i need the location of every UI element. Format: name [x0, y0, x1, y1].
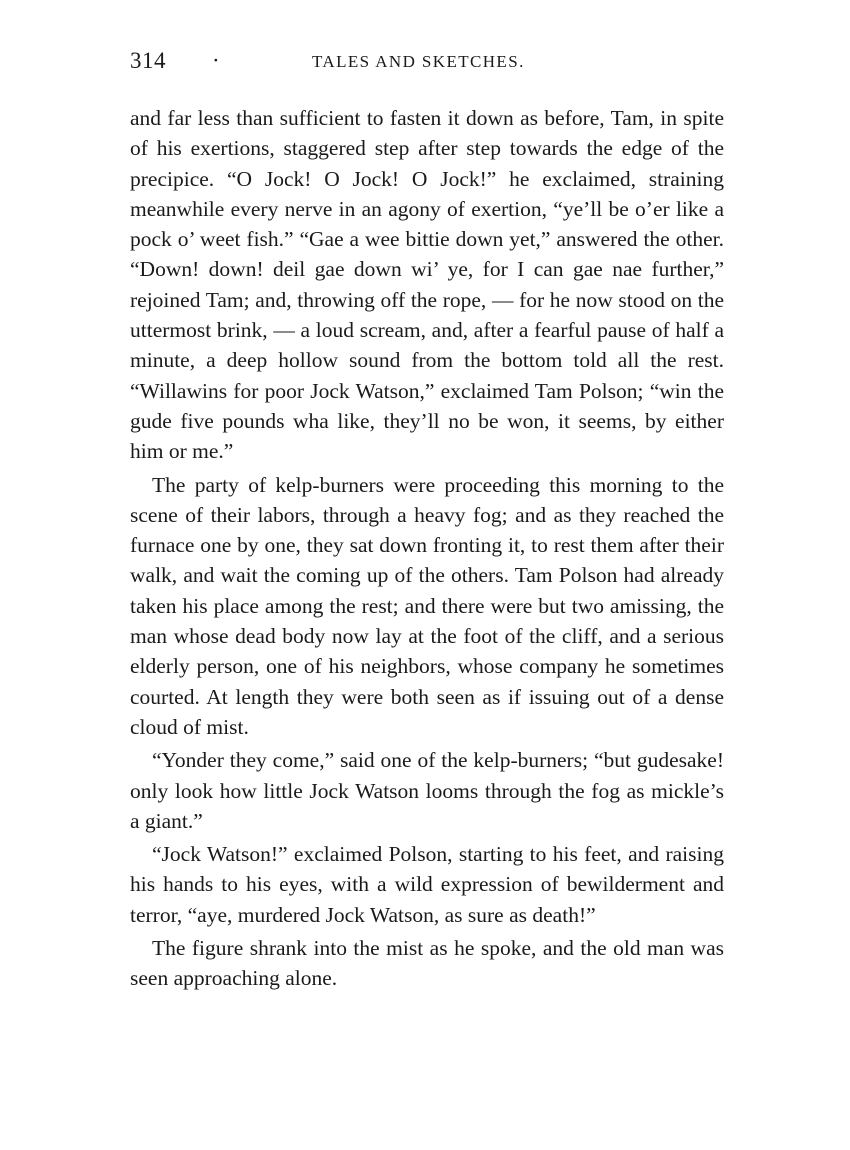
paragraph: “Yonder they come,” said one of the kelp-burners; “but gudesake! only look how little Jock Watson looms through the fog as mickle’s a giant.”	[130, 748, 724, 833]
body-text	[130, 103, 724, 994]
paragraph: The party of kelp-burners were proceeding this morning to the scene of their labors, through a heavy fog; and as they reached the furnace one by one, they sat down fronting it, to rest them after their walk, and wait the coming up of the others. Tam Polson had already taken his place among the rest; and there were but two amissing, the man whose dead body now lay at the foot of the cliff, and a serious elderly person, one of his neighbors, whose company he sometimes courted. At length they were both seen as if issuing out of a dense cloud of mist.	[130, 472, 724, 739]
running-title: TALES AND SKETCHES.	[312, 52, 525, 71]
page-number: 314	[130, 48, 166, 73]
paragraph: “Jock Watson!” exclaimed Polson, starting to his feet, and raising his hands to his eyes, with a wild expression of bewilderment and terror, “aye, murdered Jock Watson, as sure as death!”	[130, 842, 724, 927]
paragraph-continued: and far less than sufficient to fasten it down as before, Tam, in spite of his exertions, staggered step after step towards the edge of the precipice. “O Jock! O Jock! O Jock!” he exclaimed, straining meanwhile every nerve in an agony of exertion, “ye’ll be o’er like a pock o’ weet fish.” “Gae a wee bittie down yet,” answered the other. “Down! down! deil gae down wi’ ye, for I can gae nae further,” rejoined Tam; and, throwing off the rope, — for he now stood on the uttermost brink, — a loud scream, and, after a fearful pause of half a minute, a deep hollow sound from the bottom told all the rest. “Willawins for poor Jock Watson,” exclaimed Tam Polson; “win the gude five pounds wha like, they’ll no be won, it seems, by either him or me.”	[130, 106, 724, 464]
header-separator: ·	[212, 48, 220, 73]
running-head	[130, 48, 730, 78]
paragraph: The figure shrank into the mist as he spoke, and the old man was seen approaching alone.	[130, 936, 724, 991]
